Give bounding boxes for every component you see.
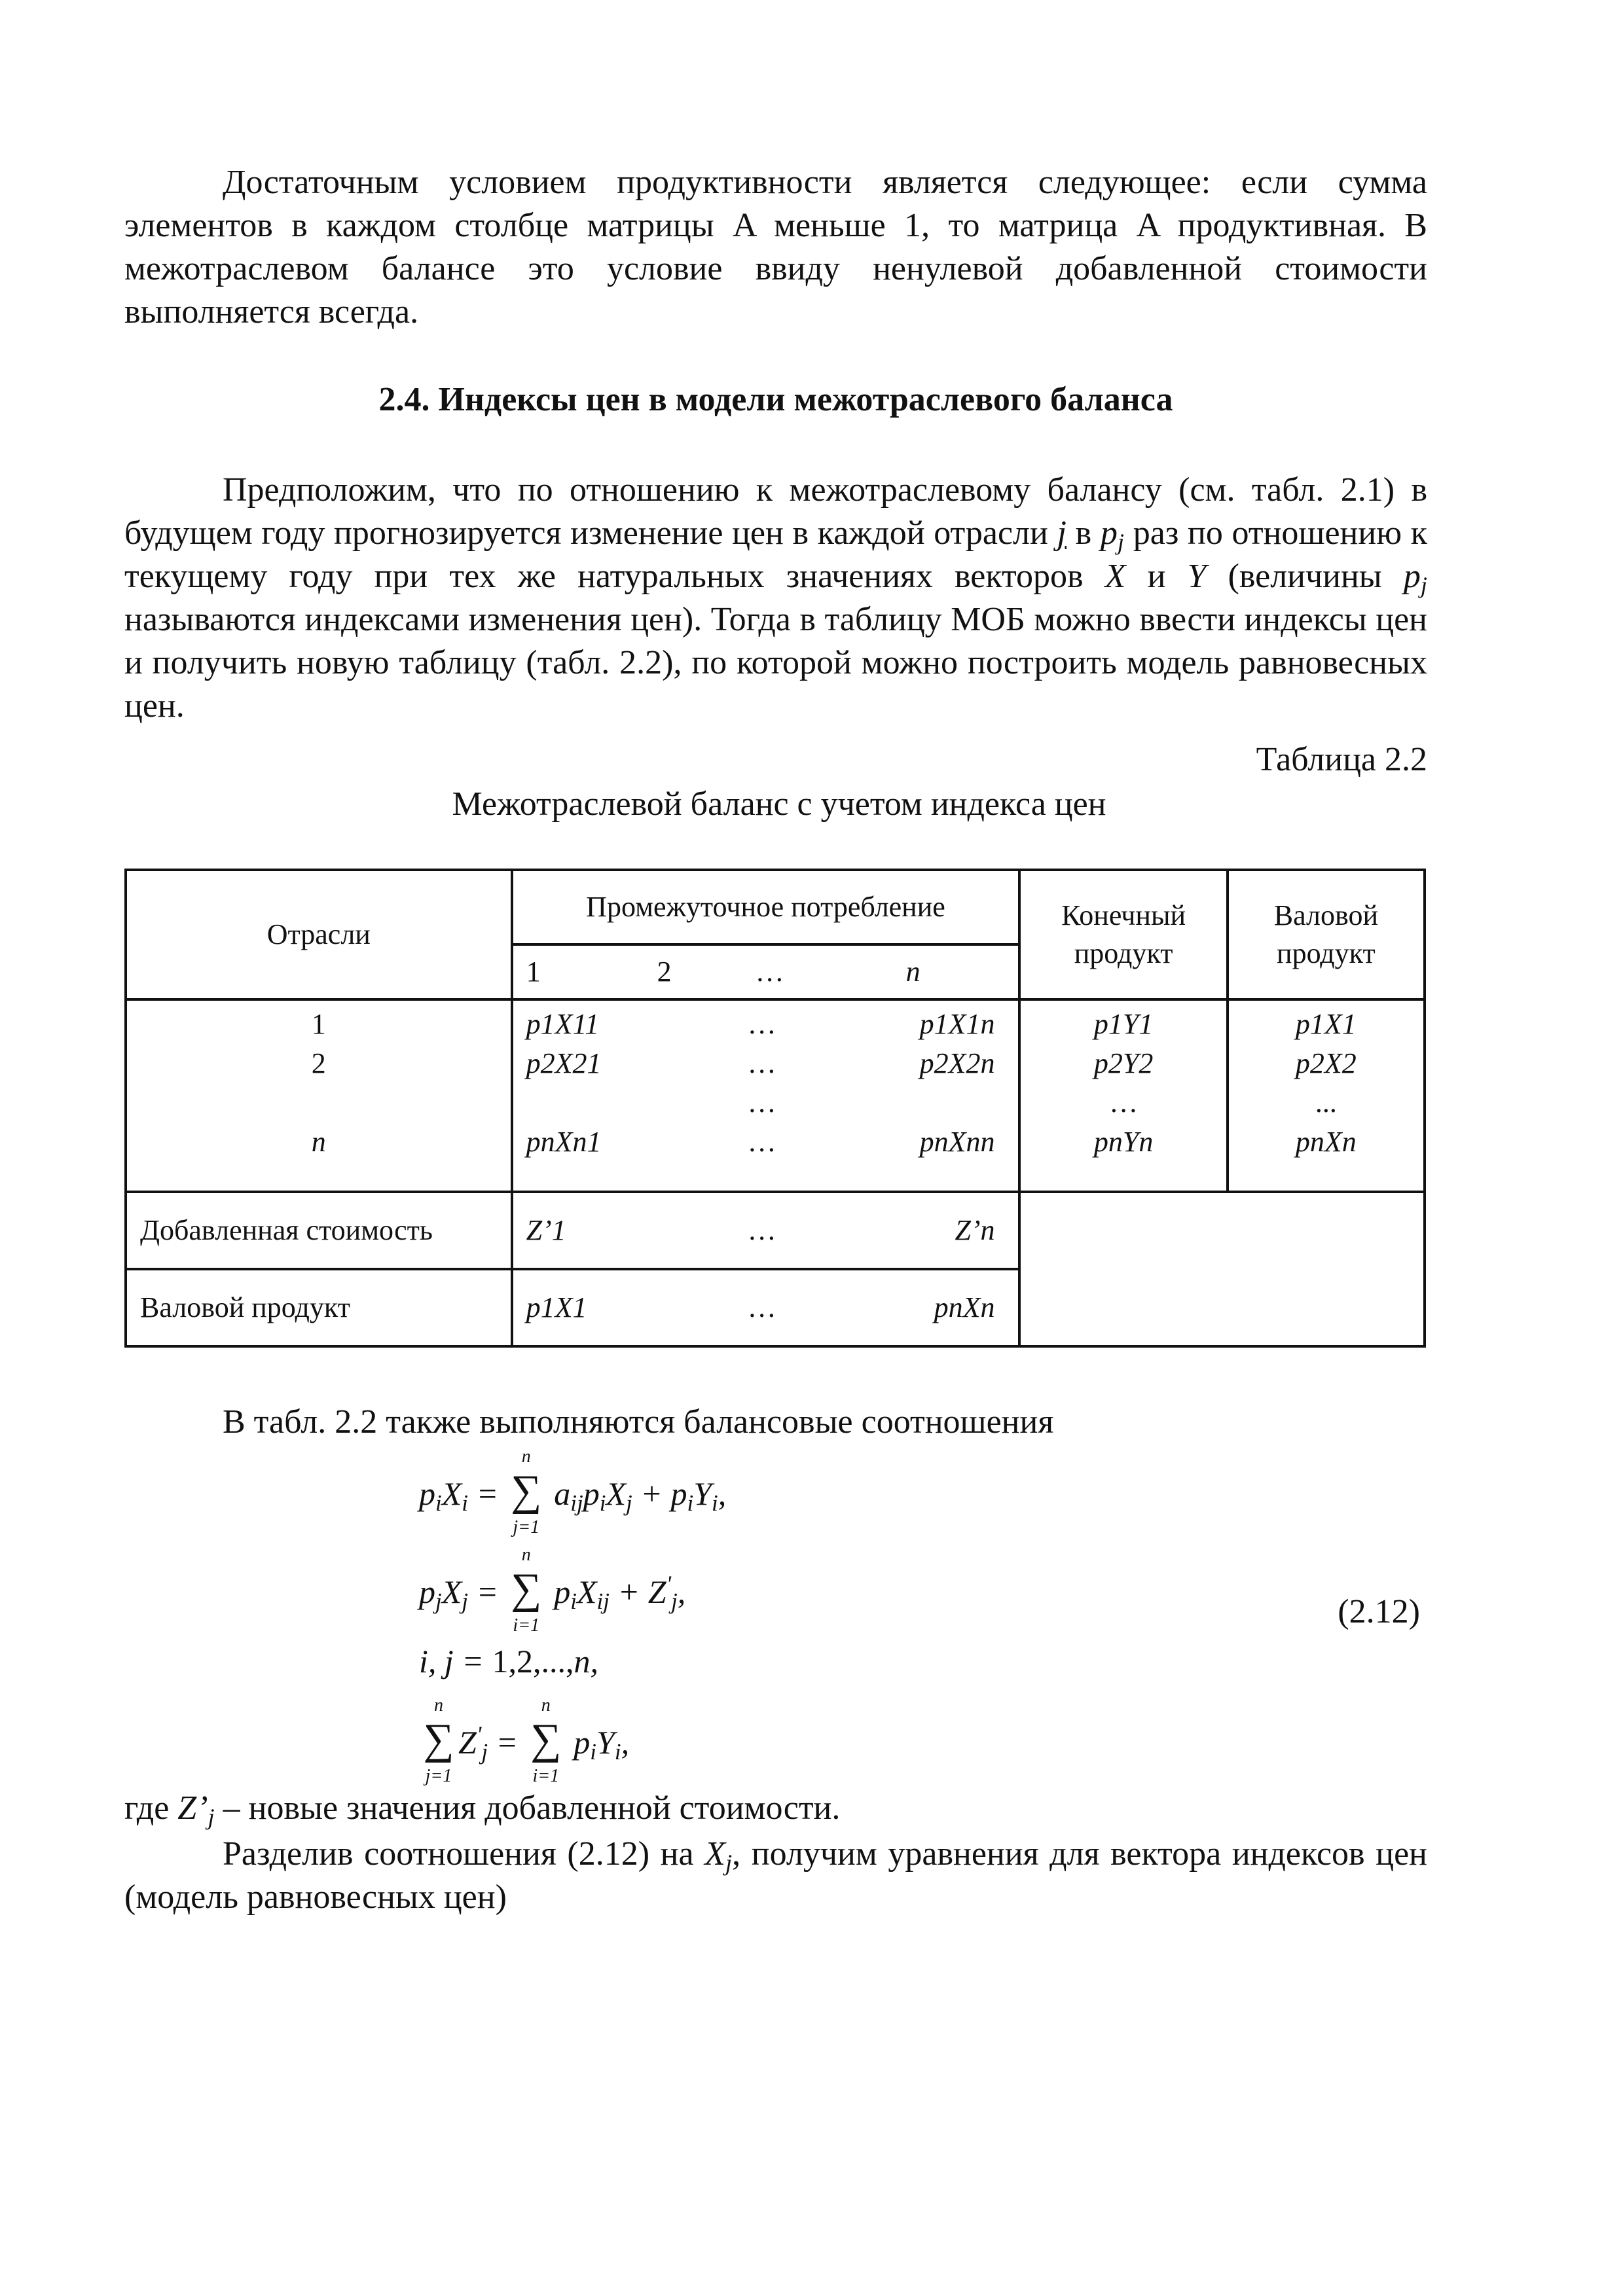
header-intermediate: Промежуточное потребление	[512, 870, 1020, 944]
sector-2: 2	[311, 1047, 326, 1079]
paragraph-dividing: Разделив соотношения (2.12) на $X_j$, получим уравнения для вектора индексов цен (модель равновесных цен)	[124, 1835, 1427, 1916]
cell-final-ellipsis: …	[1109, 1086, 1139, 1119]
intermediate-values	[512, 999, 1020, 1192]
cell-left-gap	[526, 1083, 723, 1122]
cell-p2x2: p2X2	[1295, 1047, 1357, 1079]
interindustry-balance-table	[124, 869, 1426, 1348]
final-product-values	[1019, 999, 1227, 1192]
header-gross-product: Валовой продукт	[1228, 870, 1425, 999]
cell-ellipsis-4: …	[747, 1126, 776, 1158]
cell-ellipsis-2: …	[747, 1047, 776, 1079]
cell-pnxn1: pnXn1	[526, 1126, 602, 1158]
empty-block	[1019, 1192, 1425, 1346]
cell-gross-pnxn: pnXn	[934, 1291, 995, 1323]
header-final-product: Конечный продукт	[1019, 870, 1227, 999]
formula-line-3: i, j = 1,2,...,n,	[419, 1643, 599, 1679]
added-value-cells	[512, 1192, 1020, 1269]
cell-p1y1: p1Y1	[1093, 1008, 1154, 1040]
cell-gross-p1x1: p1X1	[526, 1291, 587, 1323]
sector-n: n	[311, 1126, 326, 1158]
row-label-gross-product: Валовой продукт	[126, 1269, 512, 1346]
cell-added-ellipsis: …	[747, 1214, 776, 1246]
cell-pnxn: pnXn	[1295, 1126, 1357, 1158]
sector-1: 1	[311, 1008, 326, 1040]
sector-numbers	[126, 999, 512, 1192]
cell-p2x21: p2X21	[526, 1047, 602, 1079]
sum-sign-3: ∑ n j=1	[423, 1695, 454, 1786]
gross-product-values	[1228, 999, 1425, 1192]
paragraph-where: где $Z’_j$ – новые значения добавленной стоимости.	[124, 1789, 841, 1831]
sum-sign-1: ∑ n j=1	[511, 1446, 542, 1537]
paragraph-price-indices: Предположим, что по отношению к межотраслевому балансу (см. табл. 2.1) в будущем году прогнозируется изменение цен в каждой отрасли j в $p_j$ раз по отношению к текущему году при тех же натуральных значениях векторов X и Y (величины $p_j$ называются индексами изменения цен). Тогда в таблицу МОБ можно ввести индексы цен и получить новую таблицу (табл. 2.2), по которой можно построить модель равновесных цен.	[124, 471, 1427, 725]
cell-p1x1n: p1X1n	[919, 1008, 995, 1040]
cell-ellipsis-3: …	[747, 1086, 776, 1119]
sum-sign-4: ∑ n i=1	[530, 1695, 562, 1786]
formula-line-4: ∑ n j=1 $Z'_j$ = ∑ n i=1 $p_iY_i$,	[419, 1718, 629, 1764]
table-number: Таблица 2.2	[1256, 741, 1427, 778]
subcol-ellipsis: …	[755, 956, 784, 988]
equation-number: (2.12)	[1338, 1593, 1420, 1630]
cell-pnyn: pnYn	[1093, 1126, 1154, 1158]
row-label-added-value: Добавленная стоимость	[126, 1192, 512, 1269]
formula-2-12	[419, 1443, 1270, 1786]
formula-line-2: $p_jX_j$ = ∑ n i=1 $p_iX_{ij} + Z'_j$,	[419, 1545, 686, 1636]
paragraph-productivity: Достаточным условием продуктивности является следующее: если сумма элементов в каждом столбце матрицы A меньше 1, то матрица A продуктивная. В межотраслевом балансе это условие ввиду ненулевой добавленной стоимости выполняется всегда.	[124, 164, 1427, 331]
cell-p2y2: p2Y2	[1093, 1047, 1154, 1079]
cell-right-gap	[801, 1083, 995, 1122]
header-sectors: Отрасли	[126, 870, 512, 999]
section-heading: 2.4. Индексы цен в модели межотраслевого баланса	[378, 381, 1173, 418]
subcol-n: n	[905, 956, 921, 988]
cell-z1: Z’1	[526, 1214, 566, 1246]
subcol-2: 2	[657, 956, 672, 988]
cell-gross-ellipsis-row: …	[747, 1291, 776, 1323]
subcol-1: 1	[526, 956, 541, 988]
header-subcolumns	[512, 944, 1020, 999]
cell-pnxnn: pnXnn	[919, 1126, 995, 1158]
gross-row-cells	[512, 1269, 1020, 1346]
formula-line-1: $p_iX_i$ = ∑ n j=1 $a_{ij}p_iX_j + p_iY_i$,	[419, 1446, 727, 1537]
cell-p1x11: p1X11	[526, 1008, 600, 1040]
table-caption: Межотраслевой баланс с учетом индекса цен	[452, 785, 1106, 823]
sum-sign-2: ∑ n i=1	[511, 1545, 542, 1636]
cell-ellipsis-1: …	[747, 1008, 776, 1040]
cell-p1x1: p1X1	[1295, 1008, 1357, 1040]
sector-gap	[140, 1083, 498, 1122]
cell-p2x2n: p2X2n	[919, 1047, 995, 1079]
paragraph-balance-relations: В табл. 2.2 также выполняются балансовые соотношения	[223, 1403, 1054, 1441]
cell-zn: Z’n	[955, 1214, 995, 1246]
cell-gross-ellipsis: ...	[1315, 1086, 1337, 1119]
